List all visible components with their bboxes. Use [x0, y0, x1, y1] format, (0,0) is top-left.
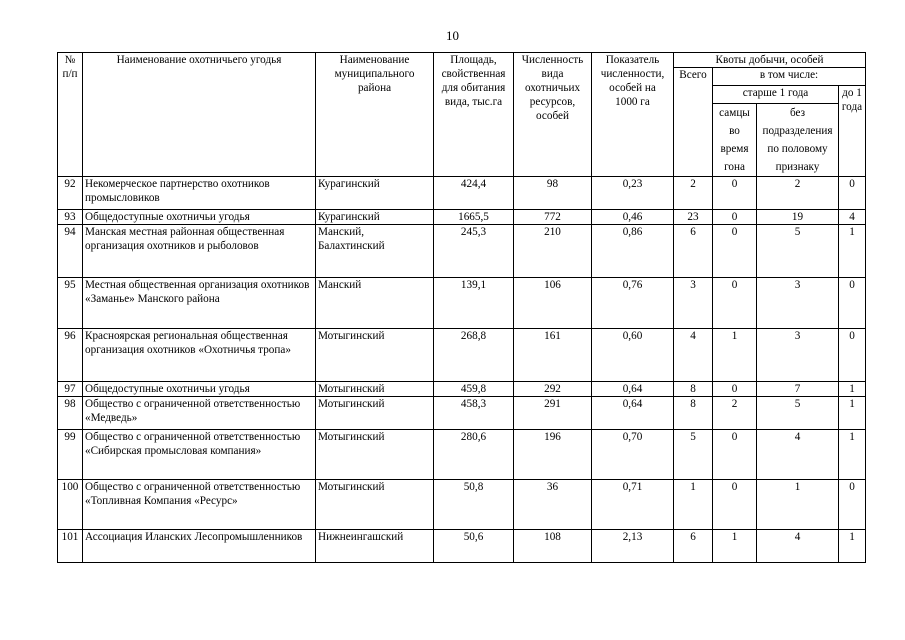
hunting-ground-name: Красноярская региональная общественная организация охотников «Охотничья тропа» [83, 329, 316, 382]
population-value: 98 [514, 177, 592, 210]
quota-young: 1 [839, 397, 866, 430]
quota-total: 5 [674, 430, 713, 480]
header-name: Наименование охотничьего угодья [83, 53, 316, 177]
density-value: 0,71 [592, 480, 674, 530]
table-row [58, 210, 866, 225]
header-older-1-year: старше 1 года [713, 86, 839, 104]
quota-total: 1 [674, 480, 713, 530]
header-no: № п/п [58, 53, 83, 177]
density-value: 0,86 [592, 225, 674, 278]
population-value: 161 [514, 329, 592, 382]
header-municipality: Наименование муниципального района [316, 53, 434, 177]
row-number: 97 [58, 382, 83, 397]
quota-total: 3 [674, 278, 713, 329]
area-value: 459,8 [434, 382, 514, 397]
district-name: Мотыгинский [316, 382, 434, 397]
quota-males: 0 [713, 480, 757, 530]
table-row [58, 382, 866, 397]
row-number: 98 [58, 397, 83, 430]
area-value: 139,1 [434, 278, 514, 329]
quota-young: 0 [839, 480, 866, 530]
quota-males: 0 [713, 177, 757, 210]
quota-males: 0 [713, 225, 757, 278]
quota-no-sex: 5 [757, 397, 839, 430]
row-number: 92 [58, 177, 83, 210]
quota-no-sex: 5 [757, 225, 839, 278]
table-header [58, 53, 866, 177]
quota-males: 2 [713, 397, 757, 430]
row-number: 94 [58, 225, 83, 278]
row-number: 96 [58, 329, 83, 382]
quota-young: 0 [839, 329, 866, 382]
row-number: 95 [58, 278, 83, 329]
quota-males: 1 [713, 530, 757, 563]
row-number: 100 [58, 480, 83, 530]
population-value: 210 [514, 225, 592, 278]
table-row [58, 329, 866, 382]
quota-young: 0 [839, 177, 866, 210]
density-value: 0,60 [592, 329, 674, 382]
hunting-ground-name: Общедоступные охотничьи угодья [83, 382, 316, 397]
quota-no-sex: 4 [757, 530, 839, 563]
quota-total: 6 [674, 225, 713, 278]
hunting-ground-name: Общество с ограниченной ответственностью «Сибирская промысловая компания» [83, 430, 316, 480]
district-name: Нижнеингашский [316, 530, 434, 563]
density-value: 2,13 [592, 530, 674, 563]
population-value: 106 [514, 278, 592, 329]
area-value: 280,6 [434, 430, 514, 480]
header-population: Численность вида охотничьих ресурсов, особей [514, 53, 592, 177]
district-name: Мотыгинский [316, 430, 434, 480]
area-value: 424,4 [434, 177, 514, 210]
hunting-ground-name: Ассоциация Иланских Лесопромышленников [83, 530, 316, 563]
quota-young: 1 [839, 530, 866, 563]
district-name: Мотыгинский [316, 480, 434, 530]
hunting-ground-name: Общедоступные охотничьи угодья [83, 210, 316, 225]
header-density: Показатель численности, особей на 1000 га [592, 53, 674, 177]
header-area: Площадь, свойственная для обитания вида, тыс.га [434, 53, 514, 177]
population-value: 36 [514, 480, 592, 530]
table-row [58, 430, 866, 480]
quota-males: 0 [713, 382, 757, 397]
hunting-ground-name: Некомерческое партнерство охотников промысловиков [83, 177, 316, 210]
quota-males: 0 [713, 210, 757, 225]
hunting-ground-name: Местная общественная организация охотников «Заманье» Манского района [83, 278, 316, 329]
quota-no-sex: 3 [757, 329, 839, 382]
district-name: Мотыгинский [316, 397, 434, 430]
hunting-ground-name: Общество с ограниченной ответственностью «Топливная Компания «Ресурс» [83, 480, 316, 530]
density-value: 0,64 [592, 397, 674, 430]
population-value: 292 [514, 382, 592, 397]
area-value: 458,3 [434, 397, 514, 430]
density-value: 0,64 [592, 382, 674, 397]
table-row [58, 225, 866, 278]
hunting-ground-name: Манская местная районная общественная организация охотников и рыболовов [83, 225, 316, 278]
table-row [58, 177, 866, 210]
area-value: 50,6 [434, 530, 514, 563]
area-value: 50,8 [434, 480, 514, 530]
table-body [58, 177, 866, 563]
district-name: Манский [316, 278, 434, 329]
quota-total: 6 [674, 530, 713, 563]
quota-total: 8 [674, 382, 713, 397]
header-males-rut: самцы во время гона [713, 104, 757, 177]
header-total: Всего [674, 68, 713, 177]
density-value: 0,76 [592, 278, 674, 329]
header-including: в том числе: [713, 68, 866, 86]
quota-young: 0 [839, 278, 866, 329]
quota-table [57, 52, 866, 563]
area-value: 1665,5 [434, 210, 514, 225]
table-row [58, 397, 866, 430]
quota-young: 4 [839, 210, 866, 225]
district-name: Мотыгинский [316, 329, 434, 382]
area-value: 268,8 [434, 329, 514, 382]
quota-no-sex: 4 [757, 430, 839, 480]
density-value: 0,70 [592, 430, 674, 480]
quota-young: 1 [839, 225, 866, 278]
quota-total: 23 [674, 210, 713, 225]
area-value: 245,3 [434, 225, 514, 278]
population-value: 196 [514, 430, 592, 480]
population-value: 108 [514, 530, 592, 563]
row-number: 93 [58, 210, 83, 225]
population-value: 772 [514, 210, 592, 225]
table-row [58, 530, 866, 563]
quota-young: 1 [839, 382, 866, 397]
table-row [58, 480, 866, 530]
quota-males: 0 [713, 430, 757, 480]
quota-males: 0 [713, 278, 757, 329]
quota-young: 1 [839, 430, 866, 480]
row-number: 99 [58, 430, 83, 480]
population-value: 291 [514, 397, 592, 430]
page-number: 10 [446, 28, 459, 43]
table-row [58, 278, 866, 329]
header-under-1-year: до 1 года [839, 86, 866, 177]
quota-no-sex: 7 [757, 382, 839, 397]
density-value: 0,23 [592, 177, 674, 210]
quota-no-sex: 3 [757, 278, 839, 329]
district-name: Курагинский [316, 177, 434, 210]
district-name: Манский, Балахтинский [316, 225, 434, 278]
quota-total: 8 [674, 397, 713, 430]
quota-total: 2 [674, 177, 713, 210]
header-no-sex-split: без подразделения по половому признаку [757, 104, 839, 177]
hunting-ground-name: Общество с ограниченной ответственностью «Медведь» [83, 397, 316, 430]
quota-no-sex: 19 [757, 210, 839, 225]
quota-no-sex: 1 [757, 480, 839, 530]
row-number: 101 [58, 530, 83, 563]
density-value: 0,46 [592, 210, 674, 225]
district-name: Курагинский [316, 210, 434, 225]
quota-total: 4 [674, 329, 713, 382]
header-quota-group: Квоты добычи, особей [674, 53, 866, 68]
quota-males: 1 [713, 329, 757, 382]
quota-no-sex: 2 [757, 177, 839, 210]
